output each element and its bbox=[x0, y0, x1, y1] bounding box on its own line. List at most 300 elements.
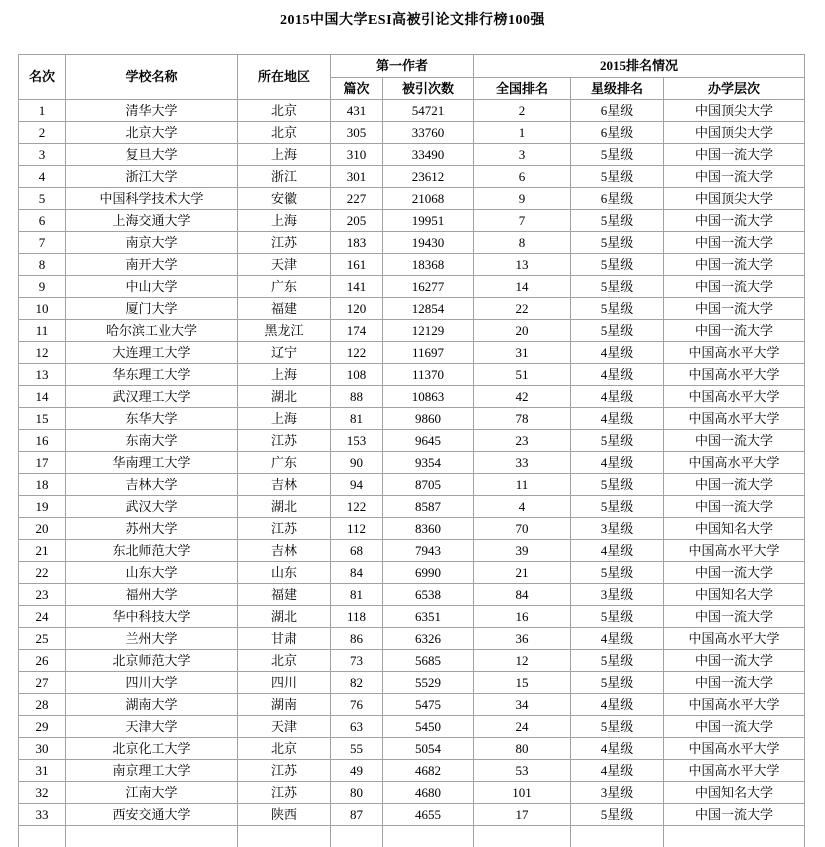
cell-level: 中国顶尖大学 bbox=[664, 100, 805, 122]
cell-level: 中国知名大学 bbox=[664, 584, 805, 606]
cell-citations: 23612 bbox=[383, 166, 474, 188]
cell-region: 北京 bbox=[238, 738, 331, 760]
table-row bbox=[19, 540, 805, 562]
cell-national_rank: 51 bbox=[474, 364, 571, 386]
cell-region: 江苏 bbox=[238, 782, 331, 804]
cell-star_rank: 5星级 bbox=[571, 276, 664, 298]
cell-citations: 21068 bbox=[383, 188, 474, 210]
cell-school: 厦门大学 bbox=[66, 298, 238, 320]
cell-star_rank-clipped bbox=[571, 826, 664, 847]
cell-rank: 26 bbox=[19, 650, 66, 672]
cell-national_rank: 36 bbox=[474, 628, 571, 650]
cell-rank: 8 bbox=[19, 254, 66, 276]
cell-papers: 49 bbox=[331, 760, 383, 782]
cell-rank: 31 bbox=[19, 760, 66, 782]
cell-rank: 29 bbox=[19, 716, 66, 738]
table-row bbox=[19, 650, 805, 672]
cell-region: 甘肃 bbox=[238, 628, 331, 650]
cell-national_rank: 4 bbox=[474, 496, 571, 518]
cell-region: 上海 bbox=[238, 144, 331, 166]
cell-level: 中国一流大学 bbox=[664, 298, 805, 320]
table-row bbox=[19, 188, 805, 210]
cell-citations: 11370 bbox=[383, 364, 474, 386]
cell-school: 东北师范大学 bbox=[66, 540, 238, 562]
cell-citations: 18368 bbox=[383, 254, 474, 276]
cell-rank: 15 bbox=[19, 408, 66, 430]
cell-papers: 55 bbox=[331, 738, 383, 760]
cell-star_rank: 5星级 bbox=[571, 430, 664, 452]
cell-level: 中国高水平大学 bbox=[664, 694, 805, 716]
cell-star_rank: 3星级 bbox=[571, 584, 664, 606]
cell-papers: 118 bbox=[331, 606, 383, 628]
cell-school: 北京师范大学 bbox=[66, 650, 238, 672]
table-row bbox=[19, 364, 805, 386]
cell-papers: 141 bbox=[331, 276, 383, 298]
col-header-level: 办学层次 bbox=[664, 78, 805, 100]
cell-national_rank: 16 bbox=[474, 606, 571, 628]
cell-region: 湖北 bbox=[238, 496, 331, 518]
table-row bbox=[19, 386, 805, 408]
cell-school-clipped bbox=[66, 826, 238, 847]
table-row bbox=[19, 562, 805, 584]
table-row bbox=[19, 628, 805, 650]
cell-star_rank: 5星级 bbox=[571, 474, 664, 496]
cell-school: 中国科学技术大学 bbox=[66, 188, 238, 210]
cell-level: 中国一流大学 bbox=[664, 804, 805, 826]
cell-star_rank: 5星级 bbox=[571, 606, 664, 628]
cell-national_rank: 13 bbox=[474, 254, 571, 276]
cell-citations: 9860 bbox=[383, 408, 474, 430]
cell-school: 武汉大学 bbox=[66, 496, 238, 518]
cell-school: 东华大学 bbox=[66, 408, 238, 430]
cell-citations: 5685 bbox=[383, 650, 474, 672]
cell-papers: 94 bbox=[331, 474, 383, 496]
cell-level: 中国一流大学 bbox=[664, 166, 805, 188]
table-row bbox=[19, 276, 805, 298]
cell-rank: 16 bbox=[19, 430, 66, 452]
cell-region: 天津 bbox=[238, 254, 331, 276]
table-row bbox=[19, 518, 805, 540]
table-row bbox=[19, 210, 805, 232]
cell-citations: 12129 bbox=[383, 320, 474, 342]
cell-region: 上海 bbox=[238, 408, 331, 430]
col-header-rank: 名次 bbox=[19, 55, 66, 100]
cell-rank: 13 bbox=[19, 364, 66, 386]
cell-citations: 33760 bbox=[383, 122, 474, 144]
cell-region: 江苏 bbox=[238, 430, 331, 452]
cell-region: 上海 bbox=[238, 364, 331, 386]
cell-region: 陕西 bbox=[238, 804, 331, 826]
table-row bbox=[19, 232, 805, 254]
cell-rank: 28 bbox=[19, 694, 66, 716]
cell-rank: 10 bbox=[19, 298, 66, 320]
cell-school: 武汉理工大学 bbox=[66, 386, 238, 408]
cell-level: 中国高水平大学 bbox=[664, 342, 805, 364]
cell-star_rank: 5星级 bbox=[571, 144, 664, 166]
col-header-star-rank: 星级排名 bbox=[571, 78, 664, 100]
cell-rank: 12 bbox=[19, 342, 66, 364]
cell-papers: 122 bbox=[331, 496, 383, 518]
table-row bbox=[19, 408, 805, 430]
cell-region: 四川 bbox=[238, 672, 331, 694]
cell-star_rank: 5星级 bbox=[571, 562, 664, 584]
cell-star_rank: 4星级 bbox=[571, 628, 664, 650]
cell-rank: 3 bbox=[19, 144, 66, 166]
cell-national_rank: 33 bbox=[474, 452, 571, 474]
cell-school: 北京大学 bbox=[66, 122, 238, 144]
table-row bbox=[19, 320, 805, 342]
cell-national_rank: 7 bbox=[474, 210, 571, 232]
cell-rank: 32 bbox=[19, 782, 66, 804]
cell-national_rank: 17 bbox=[474, 804, 571, 826]
cell-star_rank: 6星级 bbox=[571, 188, 664, 210]
cell-level: 中国一流大学 bbox=[664, 320, 805, 342]
cell-rank: 20 bbox=[19, 518, 66, 540]
cell-school: 中山大学 bbox=[66, 276, 238, 298]
cell-level: 中国一流大学 bbox=[664, 232, 805, 254]
col-header-papers: 篇次 bbox=[331, 78, 383, 100]
table-row bbox=[19, 100, 805, 122]
cell-region: 辽宁 bbox=[238, 342, 331, 364]
cell-star_rank: 5星级 bbox=[571, 804, 664, 826]
cell-school: 上海交通大学 bbox=[66, 210, 238, 232]
col-header-region: 所在地区 bbox=[238, 55, 331, 100]
cell-national_rank: 6 bbox=[474, 166, 571, 188]
table-row bbox=[19, 122, 805, 144]
cell-school: 四川大学 bbox=[66, 672, 238, 694]
cell-papers: 120 bbox=[331, 298, 383, 320]
cell-national_rank: 1 bbox=[474, 122, 571, 144]
cell-citations: 54721 bbox=[383, 100, 474, 122]
cell-star_rank: 5星级 bbox=[571, 672, 664, 694]
cell-national_rank: 70 bbox=[474, 518, 571, 540]
cell-star_rank: 5星级 bbox=[571, 320, 664, 342]
cell-papers: 227 bbox=[331, 188, 383, 210]
cell-citations: 19951 bbox=[383, 210, 474, 232]
cell-rank-clipped bbox=[19, 826, 66, 847]
cell-region: 江苏 bbox=[238, 232, 331, 254]
cell-citations-clipped bbox=[383, 826, 474, 847]
cell-national_rank: 42 bbox=[474, 386, 571, 408]
cell-school: 兰州大学 bbox=[66, 628, 238, 650]
cell-school: 湖南大学 bbox=[66, 694, 238, 716]
cell-citations: 5450 bbox=[383, 716, 474, 738]
cell-region: 江苏 bbox=[238, 518, 331, 540]
cell-papers: 161 bbox=[331, 254, 383, 276]
cell-citations: 6351 bbox=[383, 606, 474, 628]
cell-papers: 80 bbox=[331, 782, 383, 804]
cell-citations: 8705 bbox=[383, 474, 474, 496]
cell-region: 上海 bbox=[238, 210, 331, 232]
cell-school: 华中科技大学 bbox=[66, 606, 238, 628]
cell-star_rank: 4星级 bbox=[571, 386, 664, 408]
cell-rank: 25 bbox=[19, 628, 66, 650]
cell-papers: 431 bbox=[331, 100, 383, 122]
cell-level: 中国一流大学 bbox=[664, 672, 805, 694]
table-row bbox=[19, 782, 805, 804]
cell-citations: 19430 bbox=[383, 232, 474, 254]
cell-rank: 9 bbox=[19, 276, 66, 298]
cell-level: 中国一流大学 bbox=[664, 650, 805, 672]
table-row bbox=[19, 584, 805, 606]
cell-papers: 174 bbox=[331, 320, 383, 342]
cell-school: 浙江大学 bbox=[66, 166, 238, 188]
cell-rank: 2 bbox=[19, 122, 66, 144]
cell-star_rank: 4星级 bbox=[571, 452, 664, 474]
cell-national_rank: 22 bbox=[474, 298, 571, 320]
cell-region: 湖南 bbox=[238, 694, 331, 716]
table-row bbox=[19, 342, 805, 364]
cell-papers: 84 bbox=[331, 562, 383, 584]
cell-papers: 68 bbox=[331, 540, 383, 562]
cell-region: 福建 bbox=[238, 298, 331, 320]
cell-level: 中国高水平大学 bbox=[664, 628, 805, 650]
cell-national_rank: 53 bbox=[474, 760, 571, 782]
cell-school: 南开大学 bbox=[66, 254, 238, 276]
ranking-table bbox=[18, 54, 805, 847]
cell-region: 北京 bbox=[238, 122, 331, 144]
cell-school: 苏州大学 bbox=[66, 518, 238, 540]
cell-level: 中国一流大学 bbox=[664, 144, 805, 166]
cell-level: 中国一流大学 bbox=[664, 474, 805, 496]
cell-region: 北京 bbox=[238, 650, 331, 672]
cell-citations: 9354 bbox=[383, 452, 474, 474]
cell-school: 哈尔滨工业大学 bbox=[66, 320, 238, 342]
cell-region: 吉林 bbox=[238, 540, 331, 562]
cell-region: 广东 bbox=[238, 276, 331, 298]
cell-papers: 87 bbox=[331, 804, 383, 826]
cell-citations: 8587 bbox=[383, 496, 474, 518]
cell-rank: 21 bbox=[19, 540, 66, 562]
cell-papers-clipped bbox=[331, 826, 383, 847]
table-row bbox=[19, 738, 805, 760]
table-body bbox=[19, 100, 805, 847]
table-row bbox=[19, 144, 805, 166]
cell-citations: 16277 bbox=[383, 276, 474, 298]
table-row-partial bbox=[19, 826, 805, 847]
cell-national_rank: 34 bbox=[474, 694, 571, 716]
cell-level: 中国顶尖大学 bbox=[664, 188, 805, 210]
cell-papers: 108 bbox=[331, 364, 383, 386]
cell-region: 吉林 bbox=[238, 474, 331, 496]
cell-star_rank: 5星级 bbox=[571, 496, 664, 518]
cell-papers: 122 bbox=[331, 342, 383, 364]
cell-national_rank: 9 bbox=[474, 188, 571, 210]
cell-star_rank: 5星级 bbox=[571, 210, 664, 232]
cell-citations: 5529 bbox=[383, 672, 474, 694]
table-header-row-groups bbox=[19, 55, 805, 78]
cell-school: 天津大学 bbox=[66, 716, 238, 738]
cell-level: 中国一流大学 bbox=[664, 254, 805, 276]
cell-rank: 27 bbox=[19, 672, 66, 694]
table-row bbox=[19, 474, 805, 496]
cell-rank: 33 bbox=[19, 804, 66, 826]
cell-star_rank: 5星级 bbox=[571, 298, 664, 320]
cell-region: 广东 bbox=[238, 452, 331, 474]
cell-school: 华东理工大学 bbox=[66, 364, 238, 386]
cell-star_rank: 5星级 bbox=[571, 716, 664, 738]
cell-level: 中国高水平大学 bbox=[664, 364, 805, 386]
cell-star_rank: 4星级 bbox=[571, 694, 664, 716]
cell-rank: 4 bbox=[19, 166, 66, 188]
cell-national_rank: 2 bbox=[474, 100, 571, 122]
cell-citations: 10863 bbox=[383, 386, 474, 408]
cell-national_rank: 39 bbox=[474, 540, 571, 562]
cell-star_rank: 4星级 bbox=[571, 364, 664, 386]
cell-region: 黑龙江 bbox=[238, 320, 331, 342]
cell-rank: 22 bbox=[19, 562, 66, 584]
cell-star_rank: 4星级 bbox=[571, 738, 664, 760]
cell-school: 山东大学 bbox=[66, 562, 238, 584]
cell-national_rank: 8 bbox=[474, 232, 571, 254]
cell-star_rank: 4星级 bbox=[571, 408, 664, 430]
cell-citations: 4655 bbox=[383, 804, 474, 826]
cell-level: 中国一流大学 bbox=[664, 276, 805, 298]
table-row bbox=[19, 452, 805, 474]
cell-national_rank: 21 bbox=[474, 562, 571, 584]
cell-region: 江苏 bbox=[238, 760, 331, 782]
cell-papers: 88 bbox=[331, 386, 383, 408]
cell-papers: 305 bbox=[331, 122, 383, 144]
cell-school: 东南大学 bbox=[66, 430, 238, 452]
cell-school: 吉林大学 bbox=[66, 474, 238, 496]
cell-national_rank: 15 bbox=[474, 672, 571, 694]
cell-star_rank: 5星级 bbox=[571, 232, 664, 254]
cell-citations: 5475 bbox=[383, 694, 474, 716]
cell-citations: 6990 bbox=[383, 562, 474, 584]
cell-school: 华南理工大学 bbox=[66, 452, 238, 474]
cell-rank: 6 bbox=[19, 210, 66, 232]
table-row bbox=[19, 254, 805, 276]
cell-school: 江南大学 bbox=[66, 782, 238, 804]
cell-level: 中国一流大学 bbox=[664, 716, 805, 738]
table-row bbox=[19, 760, 805, 782]
cell-rank: 11 bbox=[19, 320, 66, 342]
cell-national_rank: 31 bbox=[474, 342, 571, 364]
cell-level: 中国知名大学 bbox=[664, 518, 805, 540]
table-row bbox=[19, 430, 805, 452]
cell-level: 中国高水平大学 bbox=[664, 540, 805, 562]
cell-citations: 4680 bbox=[383, 782, 474, 804]
cell-level: 中国一流大学 bbox=[664, 430, 805, 452]
cell-star_rank: 5星级 bbox=[571, 650, 664, 672]
cell-national_rank: 12 bbox=[474, 650, 571, 672]
cell-national_rank: 84 bbox=[474, 584, 571, 606]
col-header-2015-ranking-group: 2015排名情况 bbox=[474, 55, 805, 78]
cell-region: 天津 bbox=[238, 716, 331, 738]
cell-school: 北京化工大学 bbox=[66, 738, 238, 760]
table-row bbox=[19, 496, 805, 518]
cell-level: 中国高水平大学 bbox=[664, 386, 805, 408]
cell-level: 中国一流大学 bbox=[664, 210, 805, 232]
cell-rank: 18 bbox=[19, 474, 66, 496]
cell-rank: 14 bbox=[19, 386, 66, 408]
cell-papers: 112 bbox=[331, 518, 383, 540]
cell-rank: 23 bbox=[19, 584, 66, 606]
cell-region: 安徽 bbox=[238, 188, 331, 210]
table-header bbox=[19, 55, 805, 100]
cell-national_rank: 11 bbox=[474, 474, 571, 496]
cell-national_rank: 20 bbox=[474, 320, 571, 342]
cell-level: 中国一流大学 bbox=[664, 606, 805, 628]
page-title: 2015中国大学ESI高被引论文排行榜100强 bbox=[0, 9, 825, 29]
cell-citations: 6538 bbox=[383, 584, 474, 606]
col-header-citations: 被引次数 bbox=[383, 78, 474, 100]
table-row bbox=[19, 694, 805, 716]
cell-papers: 301 bbox=[331, 166, 383, 188]
cell-level: 中国顶尖大学 bbox=[664, 122, 805, 144]
cell-national_rank: 3 bbox=[474, 144, 571, 166]
cell-citations: 5054 bbox=[383, 738, 474, 760]
cell-level: 中国高水平大学 bbox=[664, 452, 805, 474]
cell-papers: 76 bbox=[331, 694, 383, 716]
cell-citations: 12854 bbox=[383, 298, 474, 320]
cell-rank: 17 bbox=[19, 452, 66, 474]
cell-national_rank: 23 bbox=[474, 430, 571, 452]
cell-rank: 5 bbox=[19, 188, 66, 210]
table-row bbox=[19, 672, 805, 694]
cell-citations: 8360 bbox=[383, 518, 474, 540]
cell-papers: 82 bbox=[331, 672, 383, 694]
cell-rank: 24 bbox=[19, 606, 66, 628]
cell-region: 北京 bbox=[238, 100, 331, 122]
cell-rank: 1 bbox=[19, 100, 66, 122]
cell-level: 中国高水平大学 bbox=[664, 408, 805, 430]
cell-region: 山东 bbox=[238, 562, 331, 584]
cell-school: 南京大学 bbox=[66, 232, 238, 254]
col-header-school: 学校名称 bbox=[66, 55, 238, 100]
cell-national_rank: 24 bbox=[474, 716, 571, 738]
cell-citations: 7943 bbox=[383, 540, 474, 562]
cell-level-clipped bbox=[664, 826, 805, 847]
table-row bbox=[19, 298, 805, 320]
cell-national_rank-clipped bbox=[474, 826, 571, 847]
cell-national_rank: 14 bbox=[474, 276, 571, 298]
cell-level: 中国高水平大学 bbox=[664, 738, 805, 760]
cell-star_rank: 4星级 bbox=[571, 540, 664, 562]
cell-papers: 310 bbox=[331, 144, 383, 166]
cell-national_rank: 78 bbox=[474, 408, 571, 430]
table-row bbox=[19, 606, 805, 628]
cell-papers: 81 bbox=[331, 408, 383, 430]
cell-school: 福州大学 bbox=[66, 584, 238, 606]
cell-level: 中国一流大学 bbox=[664, 496, 805, 518]
cell-national_rank: 80 bbox=[474, 738, 571, 760]
cell-papers: 205 bbox=[331, 210, 383, 232]
cell-region: 浙江 bbox=[238, 166, 331, 188]
col-header-first-author-group: 第一作者 bbox=[331, 55, 474, 78]
cell-citations: 11697 bbox=[383, 342, 474, 364]
cell-papers: 183 bbox=[331, 232, 383, 254]
table-row bbox=[19, 166, 805, 188]
cell-star_rank: 3星级 bbox=[571, 782, 664, 804]
cell-star_rank: 3星级 bbox=[571, 518, 664, 540]
cell-star_rank: 4星级 bbox=[571, 342, 664, 364]
cell-level: 中国知名大学 bbox=[664, 782, 805, 804]
cell-level: 中国高水平大学 bbox=[664, 760, 805, 782]
cell-citations: 33490 bbox=[383, 144, 474, 166]
cell-school: 西安交通大学 bbox=[66, 804, 238, 826]
cell-region-clipped bbox=[238, 826, 331, 847]
cell-level: 中国一流大学 bbox=[664, 562, 805, 584]
cell-rank: 30 bbox=[19, 738, 66, 760]
cell-papers: 63 bbox=[331, 716, 383, 738]
cell-papers: 153 bbox=[331, 430, 383, 452]
cell-school: 清华大学 bbox=[66, 100, 238, 122]
cell-star_rank: 5星级 bbox=[571, 166, 664, 188]
cell-star_rank: 4星级 bbox=[571, 760, 664, 782]
cell-region: 福建 bbox=[238, 584, 331, 606]
